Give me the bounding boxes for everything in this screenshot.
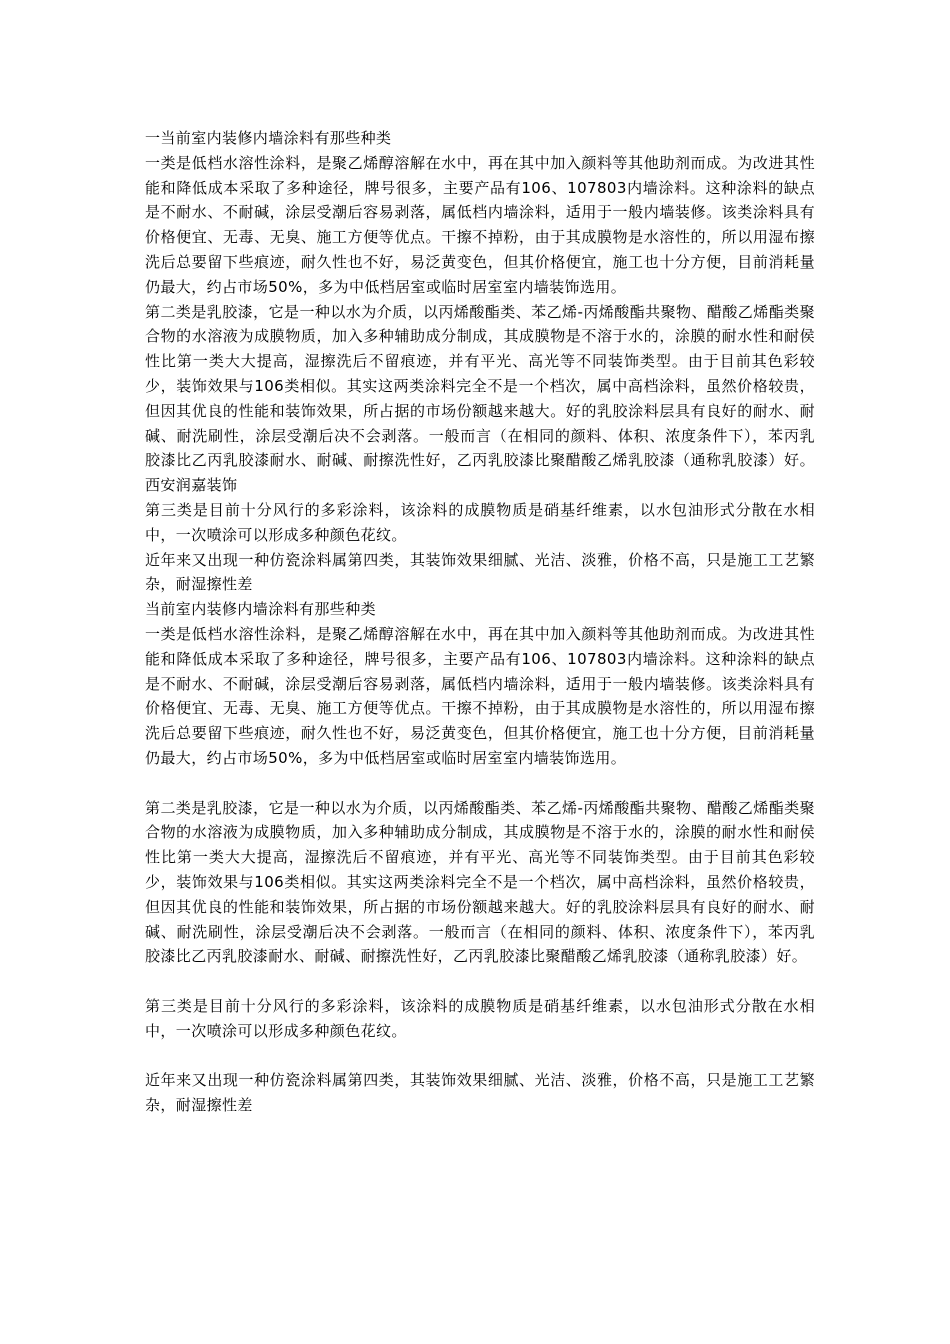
paragraph-1-3: 第三类是目前十分风行的多彩涂料，该涂料的成膜物质是硝基纤维素，以水包油形式分散在水相中，一次喷涂可以形成多种颜色花纹。 [145,500,815,544]
paragraph-2-2: 第二类是乳胶漆，它是一种以水为介质，以丙烯酸酯类、苯乙烯-丙烯酸酯共聚物、醋酸乙烯酯类聚合物的水溶液为成膜物质，加入多种辅助成分制成，其成膜物是不溶于水的，涂膜的耐水性和耐侯性比第一类大大提高，湿擦洗后不留痕迹，并有平光、高光等不同装饰类型。由于目前其色彩较少，装饰效果与106类相似。其实这两类涂料完全不是一个档次，属中高档涂料，虽然价格较贵，但因其优良的性能和装饰效果，所占据的市场份额越来越大。好的乳胶涂料层具有良好的耐水、耐碱、耐洗刷性，涂层受潮后决不会剥落。一般而言（在相同的颜料、体积、浓度条件下），苯丙乳胶漆比乙丙乳胶漆耐水、耐碱、耐擦洗性好，乙丙乳胶漆比聚醋酸乙烯乳胶漆（通称乳胶漆）好。 [145,798,815,966]
paragraph-spacer [145,1043,815,1068]
section-title-1: 一当前室内装修内墙涂料有那些种类 [145,129,392,147]
document-body [145,126,815,1118]
paragraph-spacer [145,771,815,796]
paragraph-2-4: 近年来又出现一种仿瓷涂料属第四类，其装饰效果细腻、光洁、淡雅，价格不高，只是施工工艺繁杂，耐湿擦性差 [145,1071,815,1115]
paragraph-1-2: 第二类是乳胶漆，它是一种以水为介质，以丙烯酸酯类、苯乙烯-丙烯酸酯共聚物、醋酸乙烯酯类聚合物的水溶液为成膜物质，加入多种辅助成分制成，其成膜物是不溶于水的，涂膜的耐水性和耐侯性比第一类大大提高，湿擦洗后不留痕迹，并有平光、高光等不同装饰类型。由于目前其色彩较少，装饰效果与106类相似。其实这两类涂料完全不是一个档次，属中高档涂料，虽然价格较贵，但因其优良的性能和装饰效果，所占据的市场份额越来越大。好的乳胶涂料层具有良好的耐水、耐碱、耐洗刷性，涂层受潮后决不会剥落。一般而言（在相同的颜料、体积、浓度条件下），苯丙乳胶漆比乙丙乳胶漆耐水、耐碱、耐擦洗性好，乙丙乳胶漆比聚醋酸乙烯乳胶漆（通称乳胶漆）好。西安润嘉装饰 [145,302,815,495]
section-title-2: 当前室内装修内墙涂料有那些种类 [145,600,377,619]
paragraph-1-1: 一类是低档水溶性涂料，是聚乙烯醇溶解在水中，再在其中加入颜料等其他助剂而成。为改进其性能和降低成本采取了多种途径，牌号很多，主要产品有106、107803内墙涂料。这种涂料的缺点是不耐水、不耐碱，涂层受潮后容易剥落，属低档内墙涂料，适用于一般内墙装修。该类涂料具有价格便宜、无毒、无臭、施工方便等优点。干擦不掉粉，由于其成膜物是水溶性的，所以用湿布擦洗后总要留下些痕迹，耐久性也不好，易泛黄变色，但其价格便宜，施工也十分方便，目前消耗量仍最大，约占市场50%，多为中低档居室或临时居室室内墙装饰选用。 [145,153,815,296]
paragraph-spacer [145,969,815,994]
paragraph-1-4: 近年来又出现一种仿瓷涂料属第四类，其装饰效果细腻、光洁、淡雅，价格不高，只是施工工艺繁杂，耐湿擦性差 [145,550,815,594]
paragraph-2-1: 一类是低档水溶性涂料，是聚乙烯醇溶解在水中，再在其中加入颜料等其他助剂而成。为改进其性能和降低成本采取了多种途径，牌号很多，主要产品有106、107803内墙涂料。这种涂料的缺点是不耐水、不耐碱，涂层受潮后容易剥落，属低档内墙涂料，适用于一般内墙装修。该类涂料具有价格便宜、无毒、无臭、施工方便等优点。干擦不掉粉，由于其成膜物是水溶性的，所以用湿布擦洗后总要留下些痕迹，耐久性也不好，易泛黄变色，但其价格便宜，施工也十分方便，目前消耗量仍最大，约占市场50%，多为中低档居室或临时居室室内墙装饰选用。 [145,624,815,767]
paragraph-2-3: 第三类是目前十分风行的多彩涂料，该涂料的成膜物质是硝基纤维素，以水包油形式分散在水相中，一次喷涂可以形成多种颜色花纹。 [145,996,815,1040]
